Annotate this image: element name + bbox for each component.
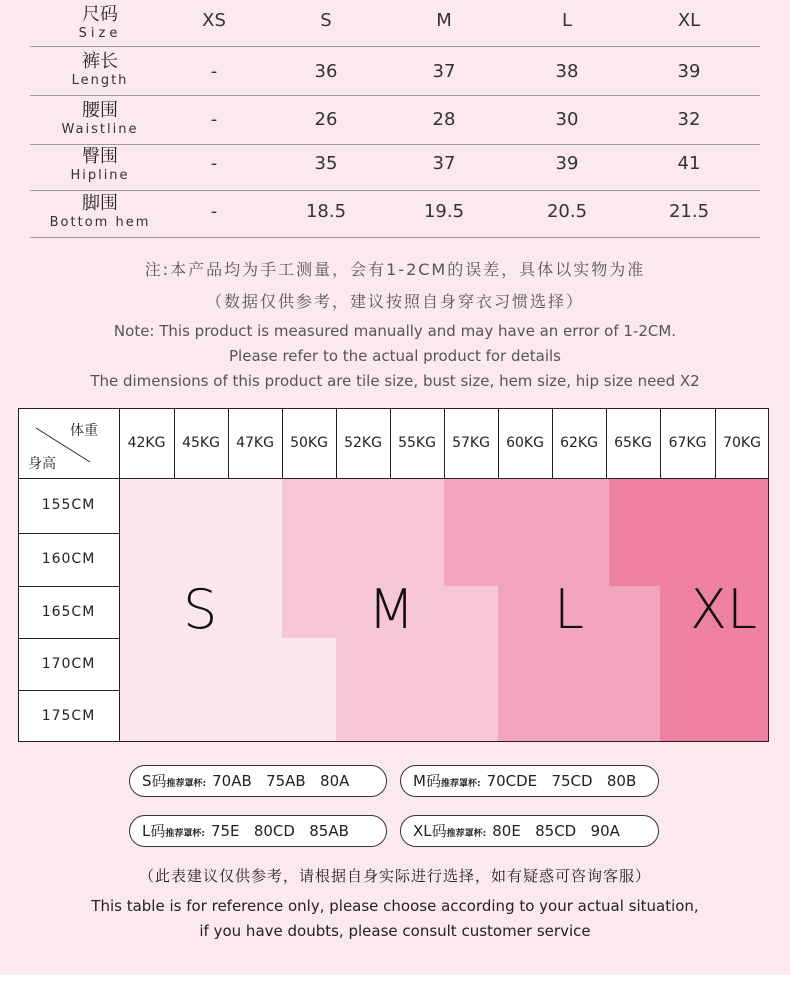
row-bottom-hem [30,189,760,238]
row-hipline [30,142,760,191]
grid-line [119,408,120,742]
grid-line [18,408,769,409]
grid-line [390,408,391,478]
size-xs: XS [202,10,226,31]
height-label: 160CM [41,551,96,567]
weight-header: 65KG [614,435,652,451]
zone-s-ext [282,638,336,742]
value-cell: 21.5 [668,201,710,222]
grid-line [444,408,445,478]
grid-line [552,408,553,478]
pill-small-label: 推荐罩杯: [440,779,481,789]
row-label-zh: 臀围 [82,146,118,167]
grid-line [18,638,119,639]
value-cell: 37 [432,153,456,174]
zone-l [444,478,609,586]
grid-line [660,408,661,478]
grid-line [606,408,607,478]
pill-m [400,765,659,797]
size-header-row [30,0,760,47]
size-l: L [561,10,573,31]
size-s: S [320,10,332,31]
value-cell: 38 [555,61,579,82]
value-cell: 19.5 [423,201,465,222]
row-label-zh: 脚围 [82,193,118,214]
value-cell: 37 [432,61,456,82]
size-label-zh: 尺码 [82,4,118,25]
size-xl: XL [677,10,701,31]
value-cell: - [210,109,218,130]
weight-header: 52KG [344,435,382,451]
grid-line [768,408,769,742]
grid-corner [18,408,119,478]
size-label-m: M [368,578,415,641]
value-cell: - [210,201,218,222]
weight-header: 50KG [290,435,328,451]
grid-line [18,533,119,534]
weight-header: 45KG [182,435,220,451]
weight-header: 67KG [668,435,707,451]
footer-en-1: This table is for reference only, please choose according to your actual situation, [91,897,699,915]
grid-line [18,586,119,587]
size-label-l: L [554,578,585,641]
value-cell: 41 [677,153,701,174]
grid-line [18,690,119,691]
pill-s [129,765,387,797]
pill-small-label: 推荐罩杯: [166,779,207,789]
weight-header: 60KG [506,435,544,451]
weight-header: 57KG [452,435,490,451]
pill-size: S码 [142,772,167,790]
height-label: 170CM [41,656,96,672]
note-zh-1: 注:本产品均为手工测量，会有1-2CM的误差，具体以实物为准 [144,260,646,279]
row-label-zh: 裤长 [82,51,118,72]
note-en-1: Note: This product is measured manually and may have an error of 1-2CM. [113,322,677,340]
zone-xl [609,478,769,586]
pill-size: L码 [142,822,166,840]
value-cell: 30 [555,109,579,130]
note-en-3: The dimensions of this product are tile size, bust size, hem size, hip size need X2 [90,372,700,390]
value-cell: 26 [314,109,338,130]
pill-values: 70CDE 75CD 80B [486,772,637,790]
note-zh-2: （数据仅供参考，建议按照自身穿衣习惯选择） [205,292,584,311]
note-en-2: Please refer to the actual product for details [229,347,561,365]
row-waistline [30,96,760,145]
value-cell: 18.5 [305,201,347,222]
weight-header: 62KG [560,435,598,451]
grid-line [18,478,769,479]
row-label-zh: 腰围 [82,100,118,121]
size-label-s: S [183,578,218,641]
size-header-label [30,0,170,48]
recommendation-grid [18,408,769,742]
weight-header: 70KG [723,435,761,451]
value-cell: - [210,61,218,82]
value-cell: 39 [677,61,701,82]
value-cell: 36 [314,61,338,82]
size-label-en: Size [78,26,122,41]
pill-values: 80E 85CD 90A [492,822,620,840]
grid-line [228,408,229,478]
grid-line [715,408,716,478]
grid-line [18,741,769,742]
footer-zh: （此表建议仅供参考，请根据自身实际进行选择，如有疑惑可咨询客服） [138,867,651,885]
zone-m-lower [336,586,498,742]
pill-size: XL码 [413,822,447,840]
grid-line [174,408,175,478]
corner-height-label: 身高 [28,456,56,472]
value-cell: 39 [555,153,579,174]
pill-values: 75E 80CD 85AB [210,822,349,840]
corner-weight-label: 体重 [70,423,98,439]
value-cell: 35 [314,153,338,174]
pill-l [129,815,387,847]
row-label-en: Length [71,73,129,88]
row-label-en: Bottom hem [49,215,151,230]
weight-header: 42KG [127,435,166,451]
size-m: M [436,10,452,31]
grid-line [18,408,19,742]
pill-xl [400,815,659,847]
height-label: 175CM [41,708,96,724]
grid-line [498,408,499,478]
weight-header: 55KG [398,435,436,451]
grid-line [282,408,283,478]
pill-size: M码 [413,772,441,790]
row-label-en: Hipline [70,168,130,183]
height-label: 165CM [41,604,96,620]
size-label-xl: XL [690,578,758,641]
grid-line [336,408,337,478]
row-label-en: Waistline [61,122,139,137]
value-cell: - [210,153,218,174]
value-cell: 20.5 [546,201,588,222]
value-cell: 28 [432,109,456,130]
pill-small-label: 推荐罩杯: [446,829,487,839]
row-length [30,47,760,96]
footer-en-2: if you have doubts, please consult customer service [199,922,591,940]
height-label: 155CM [41,497,96,513]
pill-values: 70AB 75AB 80A [212,772,350,790]
pill-small-label: 推荐罩杯: [165,829,205,839]
value-cell: 32 [677,109,701,130]
weight-header: 47KG [236,435,274,451]
